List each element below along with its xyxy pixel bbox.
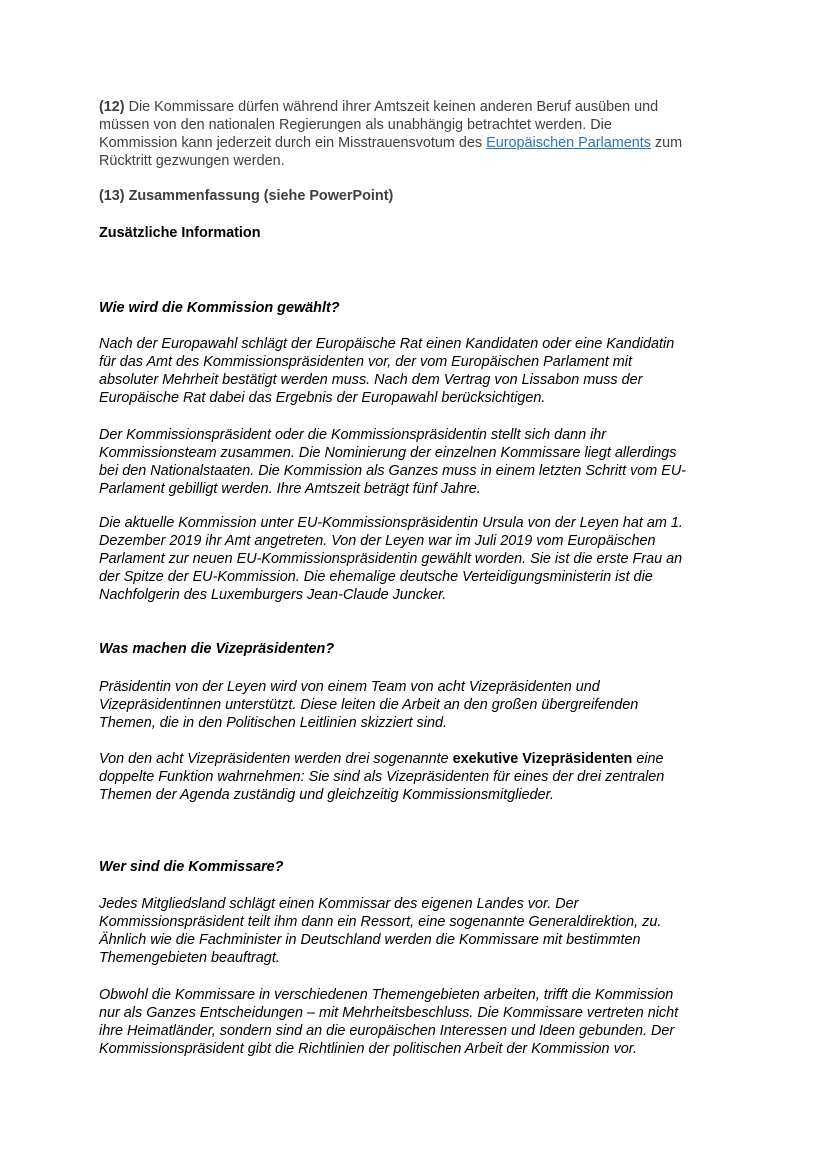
- section-1-heading: Wie wird die Kommission gewählt?: [99, 300, 340, 316]
- text-line: Kommissionsteam zusammen. Die Nominierung der einzelnen Kommissare liegt allerdings: [99, 445, 677, 461]
- european-parliament-link[interactable]: Europäischen Parlaments: [486, 135, 651, 151]
- section-2-heading: Was machen die Vizepräsidenten?: [99, 641, 335, 657]
- text-line: Der Kommissionspräsident oder die Kommissionspräsidentin stellt sich dann ihr: [99, 427, 607, 443]
- text-line: Parlament gebilligt werden. Ihre Amtszeit beträgt fünf Jahre.: [99, 481, 481, 497]
- text-line: [99, 750, 739, 768]
- paragraph-12-line-3-text: Kommission kann jederzeit durch ein Misstrauensvotum des: [99, 135, 483, 151]
- section-1-paragraph-3: [99, 514, 739, 604]
- text-line: Themen der Agenda zuständig und gleichzeitig Kommissionsmitglieder.: [99, 787, 554, 803]
- text-line: Themengebieten beauftragt.: [99, 950, 280, 966]
- text-line: Die aktuelle Kommission unter EU-Kommissionspräsidentin Ursula von der Leyen hat am 1.: [99, 515, 683, 531]
- paragraph-12-line-3-end: zum: [654, 135, 683, 151]
- section-1-paragraph-1: [99, 335, 739, 407]
- paragraph-13: [99, 187, 739, 205]
- text-line: Vizepräsidentinnen unterstützt. Diese leiten die Arbeit an den großen übergreifenden: [99, 697, 639, 713]
- text-line: für das Amt des Kommissionspräsidenten vor, der vom Europäischen Parlament mit: [99, 354, 632, 370]
- paragraph-12-line-3: [99, 134, 739, 152]
- text-line: Themen, die in den Politischen Leitlinien skizziert sind.: [99, 715, 447, 731]
- text-line: der Spitze der EU-Kommission. Die ehemalige deutsche Verteidigungsministerin ist die: [99, 569, 653, 585]
- text-line: Ähnlich wie die Fachminister in Deutschland werden die Kommissare mit bestimmten: [99, 932, 641, 948]
- section-3-paragraph-2: [99, 986, 739, 1058]
- paragraph-12: [99, 98, 739, 170]
- text-line: Dezember 2019 ihr Amt angetreten. Von der Leyen war im Juli 2019 vom Europäischen: [99, 533, 656, 549]
- paragraph-12-line-4: Rücktritt gezwungen werden.: [99, 153, 285, 169]
- paragraph-12-line-1-text: Die Kommissare dürfen während ihrer Amtszeit keinen anderen Beruf ausüben und: [128, 99, 659, 115]
- text-line: Obwohl die Kommissare in verschiedenen Themengebieten arbeiten, trifft die Kommission: [99, 987, 674, 1003]
- additional-info-heading: Zusätzliche Information: [99, 225, 261, 241]
- text-line: Präsidentin von der Leyen wird von einem Team von acht Vizepräsidenten und: [99, 679, 600, 695]
- text-line: Nach der Europawahl schlägt der Europäische Rat einen Kandidaten oder eine Kandidatin: [99, 336, 675, 352]
- text-line: absoluter Mehrheit bestätigt werden muss. Nach dem Vertrag von Lissabon muss der: [99, 372, 643, 388]
- paragraph-12-line-2: müssen von den nationalen Regierungen als unabhängig betrachtet werden. Die: [99, 117, 612, 133]
- paragraph-12-line-1: [99, 98, 739, 116]
- paragraph-13-title: Zusammenfassung (siehe PowerPoint): [128, 188, 394, 204]
- section-2-paragraph-2: [99, 750, 739, 804]
- text-line: Parlament zur neuen EU-Kommissionspräsidentin gewählt worden. Sie ist die erste Frau an: [99, 551, 683, 567]
- paragraph-13-number: (13): [99, 188, 125, 204]
- text-line: doppelte Funktion wahrnehmen: Sie sind als Vizepräsidenten für eines der drei zentralen: [99, 769, 665, 785]
- section-3-heading: Wer sind die Kommissare?: [99, 859, 284, 875]
- text-line: bei den Nationalstaaten. Die Kommission als Ganzes muss in einem letzten Schritt vom EU-: [99, 463, 687, 479]
- text-segment: eine: [636, 751, 664, 767]
- text-line: Kommissionspräsident teilt ihm dann ein Ressort, eine sogenannte Generaldirektion, zu.: [99, 914, 662, 930]
- executive-vice-presidents-term: exekutive Vizepräsidenten: [452, 751, 633, 767]
- text-line: ihre Heimatländer, sondern sind an die europäischen Interessen und Ideen gebunden. Der: [99, 1023, 675, 1039]
- paragraph-12-number: (12): [99, 99, 125, 115]
- section-2-paragraph-1: [99, 678, 739, 732]
- text-line: Europäische Rat dabei das Ergebnis der Europawahl berücksichtigen.: [99, 390, 546, 406]
- section-3-paragraph-1: [99, 895, 739, 967]
- section-1-paragraph-2: [99, 426, 739, 498]
- text-line: Kommissionspräsident gibt die Richtlinien der politischen Arbeit der Kommission vor.: [99, 1041, 638, 1057]
- text-line: Jedes Mitgliedsland schlägt einen Kommissar des eigenen Landes vor. Der: [99, 896, 579, 912]
- text-line: nur als Ganzes Entscheidungen – mit Mehrheitsbeschluss. Die Kommissare vertreten nicht: [99, 1005, 679, 1021]
- text-line: Nachfolgerin des Luxemburgers Jean-Claude Juncker.: [99, 587, 447, 603]
- text-segment: Von den acht Vizepräsidenten werden drei sogenannte: [99, 751, 449, 767]
